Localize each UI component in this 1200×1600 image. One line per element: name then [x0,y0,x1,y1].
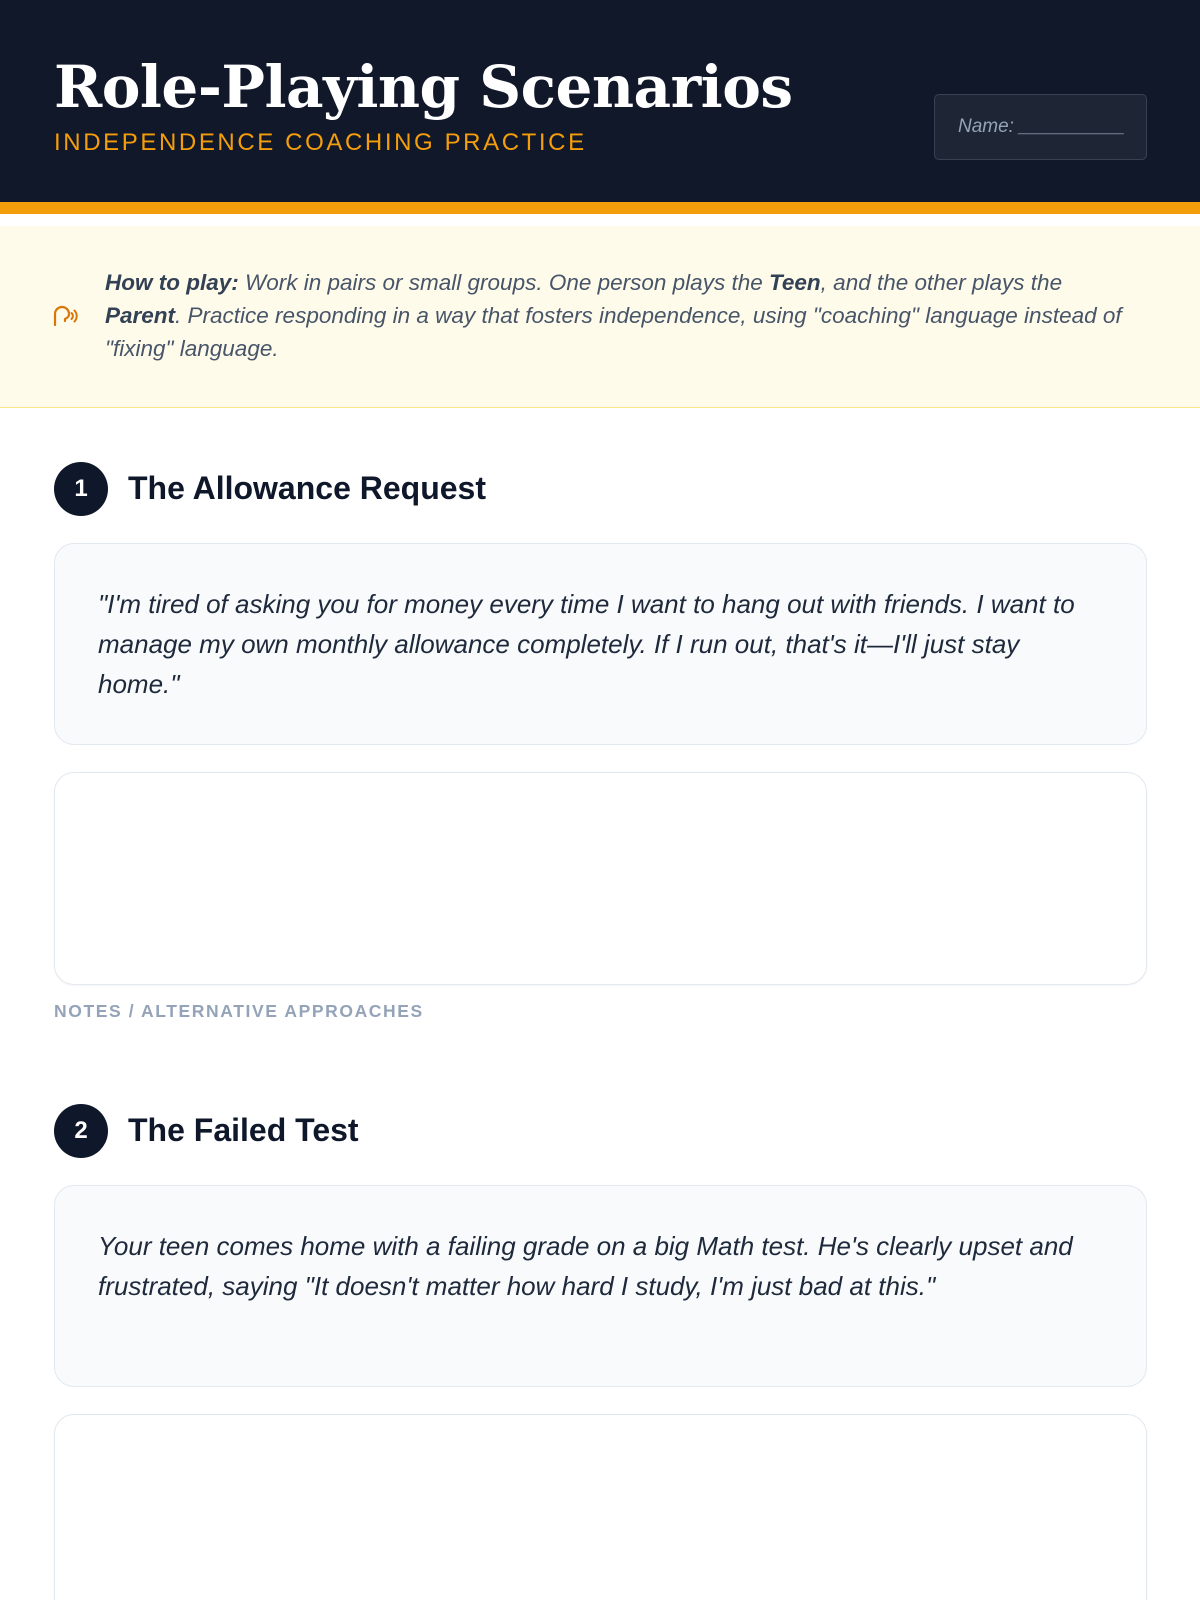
page-subtitle: INDEPENDENCE COACHING PRACTICE [54,129,587,156]
scenario-title: The Allowance Request [128,470,486,506]
scenario-prompt-text: Your teen comes home with a failing grade on a big Math test. He's clearly upset and frustrated, saying "It doesn't matter how hard I study, I'm just bad at this." [98,1231,1073,1301]
page-title: Role-Playing Scenarios [54,53,793,121]
scenario-number-badge: 2 [54,1104,108,1158]
notes-label: NOTES / ALTERNATIVE APPROACHES [54,1001,424,1021]
instructions-part: , and the other plays the [820,270,1063,295]
role-parent: Parent [105,303,176,328]
instructions-part: . Practice responding in a way that fosters independence, using "coaching" language instead of "fixing" language. [105,303,1122,361]
response-textbox[interactable] [54,1414,1147,1600]
scenario-prompt-card [54,543,1147,745]
instructions-lead: How to play: [105,270,239,295]
role-teen: Teen [768,270,821,295]
scenario-prompt-text: "I'm tired of asking you for money every time I want to hang out with friends. I want to manage my own monthly allowance completely. If I run out, that's it—I'll just stay home." [98,589,1075,699]
speaking-head-icon [52,305,78,327]
instructions-part: Work in pairs or small groups. One person plays the [238,270,769,295]
scenario-prompt-card [54,1185,1147,1387]
name-field[interactable]: Name: __________ [934,94,1147,160]
response-textbox[interactable] [54,772,1147,985]
scenario-title: The Failed Test [128,1112,359,1148]
page-header [0,0,1200,214]
scenario-number-badge: 1 [54,462,108,516]
instructions-text [105,266,1125,365]
